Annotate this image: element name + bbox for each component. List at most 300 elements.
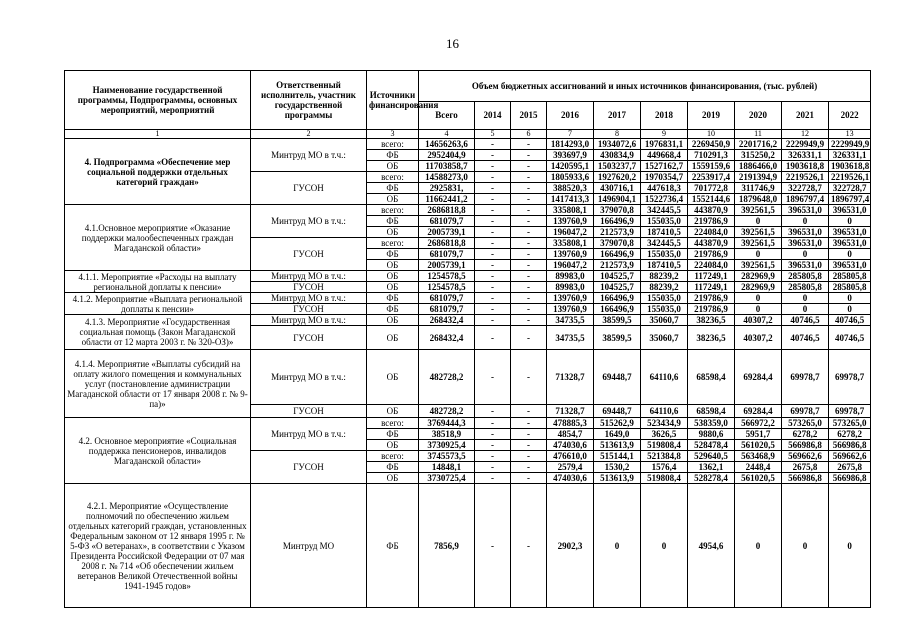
amount-cell: 6278,2 [782,429,829,440]
amount-cell: 0 [782,304,829,315]
program-name: 4.1.3. Мероприятие «Государственная социальная помощь (Закон Магаданской области от 12 марта 2003 г. № 320-ОЗ)» [65,315,251,350]
amount-cell: 3730925,4 [419,440,475,451]
amount-cell: 2686818,8 [419,205,475,216]
amount-cell: 0 [829,249,871,260]
responsible-executor: Минтруд МО в т.ч.: [251,139,367,172]
amount-cell: 476610,0 [547,451,594,462]
funding-source: ОБ [367,271,419,282]
amount-cell: 573265,0 [829,418,871,429]
year-header: 2016 [547,101,594,129]
amount-cell: 569662,6 [782,451,829,462]
amount-cell: 1805933,6 [547,172,594,183]
year-header: Всего [419,101,475,129]
amount-cell: - [511,238,547,249]
amount-cell: 38599,5 [594,326,641,350]
funding-source: ФБ [367,216,419,227]
amount-cell: - [475,172,511,183]
funding-source: ОБ [367,315,419,326]
amount-cell: 335808,1 [547,205,594,216]
amount-cell: 0 [782,484,829,608]
funding-source: всего: [367,418,419,429]
amount-cell: 430716,1 [594,183,641,194]
amount-cell: 0 [782,293,829,304]
amount-cell: 710291,3 [688,150,735,161]
amount-cell: 528478,4 [688,440,735,451]
amount-cell: - [475,194,511,205]
amount-cell: 513613,9 [594,440,641,451]
amount-cell: - [475,161,511,172]
amount-cell: - [511,194,547,205]
responsible-executor: Минтруд МО в т.ч.: [251,350,367,405]
amount-cell: 513613,9 [594,473,641,484]
amount-cell: 1522736,4 [641,194,688,205]
amount-cell: 1879648,0 [735,194,782,205]
amount-cell: 2925831, [419,183,475,194]
amount-cell: - [511,150,547,161]
amount-cell: 396531,0 [829,205,871,216]
year-header: 2015 [511,101,547,129]
amount-cell: 14656263,6 [419,139,475,150]
amount-cell: - [475,326,511,350]
amount-cell: 1970354,7 [641,172,688,183]
amount-cell: - [511,249,547,260]
amount-cell: 14588273,0 [419,172,475,183]
amount-cell: 681079,7 [419,293,475,304]
amount-cell: 430834,9 [594,150,641,161]
column-number: 8 [594,130,641,139]
amount-cell: - [475,473,511,484]
amount-cell: 7856,9 [419,484,475,608]
responsible-executor: Минтруд МО в т.ч.: [251,418,367,451]
amount-cell: 0 [829,304,871,315]
amount-cell: 326331,1 [829,150,871,161]
amount-cell: 566986,8 [782,440,829,451]
amount-cell: 196047,2 [547,227,594,238]
amount-cell: - [511,139,547,150]
responsible-executor: ГУСОН [251,304,367,315]
program-name: 4.1.2. Мероприятие «Выплата региональной доплаты к пенсии» [65,293,251,315]
amount-cell: 396531,0 [782,260,829,271]
amount-cell: 396531,0 [829,227,871,238]
amount-cell: - [511,473,547,484]
program-name: 4.1.4. Мероприятие «Выплаты субсидий на оплату жилого помещения и коммунальных услуг (постановление администрации Магаданской области от 17 января 2008 г. № 9-па)» [65,350,251,418]
amount-cell: - [475,440,511,451]
funding-source: всего: [367,139,419,150]
amount-cell: 443870,9 [688,238,735,249]
responsible-executor: ГУСОН [251,238,367,271]
amount-cell: 2675,8 [782,462,829,473]
funding-source: ОБ [367,194,419,205]
amount-cell: 681079,7 [419,304,475,315]
amount-cell: 40307,2 [735,326,782,350]
amount-cell: 0 [829,484,871,608]
amount-cell: 396531,0 [829,238,871,249]
column-number: 3 [367,130,419,139]
amount-cell: 392561,5 [735,238,782,249]
amount-cell: 528278,4 [688,473,735,484]
amount-cell: 69978,7 [782,405,829,418]
amount-cell: 523434,9 [641,418,688,429]
amount-cell: 447618,3 [641,183,688,194]
amount-cell: 474030,6 [547,440,594,451]
amount-cell: - [475,150,511,161]
column-number: 4 [419,130,475,139]
amount-cell: 1896797,4 [782,194,829,205]
amount-cell: 11703858,7 [419,161,475,172]
amount-cell: 187410,5 [641,227,688,238]
year-header: 2018 [641,101,688,129]
amount-cell: - [475,429,511,440]
amount-cell: 268432,4 [419,315,475,326]
amount-cell: 1903618,8 [829,161,871,172]
amount-cell: - [475,350,511,405]
amount-cell: - [511,429,547,440]
amount-cell: - [511,484,547,608]
funding-source: ОБ [367,350,419,405]
amount-cell: 139760,9 [547,216,594,227]
amount-cell: - [475,227,511,238]
amount-cell: 566986,8 [782,473,829,484]
responsible-executor: Минтруд МО [251,484,367,608]
amount-cell: - [511,350,547,405]
funding-source: ОБ [367,227,419,238]
amount-cell: - [475,315,511,326]
amount-cell: 566986,8 [829,440,871,451]
funding-source: ОБ [367,282,419,293]
amount-cell: 1552144,6 [688,194,735,205]
header-responsible: Ответственный исполнитель, участник государственной программы [251,71,367,130]
amount-cell: 104525,7 [594,282,641,293]
amount-cell: - [511,326,547,350]
amount-cell: 104525,7 [594,271,641,282]
amount-cell: - [475,451,511,462]
amount-cell: 396531,0 [829,260,871,271]
funding-source: ФБ [367,183,419,194]
amount-cell: 2219526,1 [829,172,871,183]
amount-cell: 224084,0 [688,227,735,238]
year-header: 2019 [688,101,735,129]
amount-cell: 396531,0 [782,238,829,249]
amount-cell: 443870,9 [688,205,735,216]
amount-cell: 521384,8 [641,451,688,462]
table-row [65,205,871,216]
amount-cell: 388520,3 [547,183,594,194]
amount-cell: 68598,4 [688,405,735,418]
amount-cell: 219786,9 [688,304,735,315]
amount-cell: 117249,1 [688,282,735,293]
funding-source: ОБ [367,260,419,271]
responsible-executor: ГУСОН [251,405,367,418]
amount-cell: 3730725,4 [419,473,475,484]
year-header: 2014 [475,101,511,129]
responsible-executor: Минтруд МО в т.ч.: [251,271,367,282]
amount-cell: 1576,4 [641,462,688,473]
amount-cell: 69284,4 [735,350,782,405]
amount-cell: 681079,7 [419,216,475,227]
amount-cell: - [475,183,511,194]
amount-cell: 166496,9 [594,293,641,304]
amount-cell: 519808,4 [641,440,688,451]
amount-cell: 342445,5 [641,205,688,216]
amount-cell: 0 [735,484,782,608]
amount-cell: 155035,0 [641,249,688,260]
amount-cell: - [475,418,511,429]
amount-cell: 322728,7 [829,183,871,194]
table-row [65,271,871,282]
amount-cell: 1362,1 [688,462,735,473]
amount-cell: - [511,183,547,194]
amount-cell: 519808,4 [641,473,688,484]
amount-cell: 2675,8 [829,462,871,473]
amount-cell: - [475,282,511,293]
amount-cell: 0 [735,249,782,260]
amount-cell: 0 [735,216,782,227]
table-row [65,139,871,150]
amount-cell: 2191394,9 [735,172,782,183]
amount-cell: 392561,5 [735,260,782,271]
amount-cell: 285805,8 [829,271,871,282]
amount-cell: 166496,9 [594,249,641,260]
amount-cell: 88239,2 [641,282,688,293]
amount-cell: 11662441,2 [419,194,475,205]
amount-cell: 285805,8 [782,271,829,282]
amount-cell: 393697,9 [547,150,594,161]
table-row [65,418,871,429]
column-number: 6 [511,130,547,139]
amount-cell: 2448,4 [735,462,782,473]
amount-cell: 396531,0 [782,205,829,216]
amount-cell: 561020,5 [735,473,782,484]
amount-cell: 2229949,9 [782,139,829,150]
amount-cell: 285805,8 [829,282,871,293]
amount-cell: 2219526,1 [782,172,829,183]
amount-cell: 0 [782,216,829,227]
responsible-executor: Минтруд МО в т.ч.: [251,315,367,326]
amount-cell: 342445,5 [641,238,688,249]
funding-source: ОБ [367,473,419,484]
amount-cell: 212573,9 [594,227,641,238]
amount-cell: 1927620,2 [594,172,641,183]
funding-source: ОБ [367,326,419,350]
amount-cell: - [475,462,511,473]
amount-cell: 563468,9 [735,451,782,462]
funding-source: ФБ [367,293,419,304]
amount-cell: - [475,260,511,271]
amount-cell: 2201716,2 [735,139,782,150]
funding-source: ФБ [367,304,419,315]
amount-cell: 1976831,1 [641,139,688,150]
amount-cell: 69978,7 [829,405,871,418]
amount-cell: 268432,4 [419,326,475,350]
amount-cell: 1934072,6 [594,139,641,150]
responsible-executor: ГУСОН [251,326,367,350]
amount-cell: 89983,0 [547,271,594,282]
amount-cell: - [511,462,547,473]
funding-source: ФБ [367,484,419,608]
amount-cell: 9880,6 [688,429,735,440]
amount-cell: - [475,249,511,260]
amount-cell: 38236,5 [688,315,735,326]
column-number: 2 [251,130,367,139]
amount-cell: - [475,405,511,418]
amount-cell: 6278,2 [829,429,871,440]
funding-source: ОБ [367,440,419,451]
amount-cell: - [511,172,547,183]
amount-cell: 71328,7 [547,350,594,405]
amount-cell: - [511,405,547,418]
amount-cell: 1420595,1 [547,161,594,172]
program-name: 4.2. Основное мероприятие «Социальная поддержка пенсионеров, инвалидов Магаданской области» [65,418,251,484]
column-number: 5 [475,130,511,139]
amount-cell: 561020,5 [735,440,782,451]
amount-cell: 69978,7 [829,350,871,405]
amount-cell: 1896797,4 [829,194,871,205]
amount-cell: 282969,9 [735,282,782,293]
funding-source: ОБ [367,161,419,172]
amount-cell: 40746,5 [782,315,829,326]
amount-cell: 2686818,8 [419,238,475,249]
amount-cell: 35060,7 [641,326,688,350]
amount-cell: 155035,0 [641,304,688,315]
amount-cell: 69448,7 [594,405,641,418]
amount-cell: - [511,418,547,429]
amount-cell: 449668,4 [641,150,688,161]
amount-cell: 69284,4 [735,405,782,418]
amount-cell: 35060,7 [641,315,688,326]
amount-cell: 474030,6 [547,473,594,484]
amount-cell: 5951,7 [735,429,782,440]
year-header: 2022 [829,101,871,129]
amount-cell: 573265,0 [782,418,829,429]
amount-cell: 392561,5 [735,205,782,216]
amount-cell: 2269450,9 [688,139,735,150]
column-number: 10 [688,130,735,139]
amount-cell: 14848,1 [419,462,475,473]
financing-table [64,70,871,608]
funding-source: ФБ [367,249,419,260]
amount-cell: 0 [735,304,782,315]
responsible-executor: ГУСОН [251,451,367,484]
amount-cell: 34735,5 [547,315,594,326]
amount-cell: 38518,9 [419,429,475,440]
amount-cell: 187410,5 [641,260,688,271]
amount-cell: 0 [829,216,871,227]
amount-cell: 166496,9 [594,304,641,315]
amount-cell: 2253917,4 [688,172,735,183]
amount-cell: - [475,205,511,216]
amount-cell: - [475,238,511,249]
amount-cell: 34735,5 [547,326,594,350]
amount-cell: 68598,4 [688,350,735,405]
responsible-executor: ГУСОН [251,282,367,293]
amount-cell: 515262,9 [594,418,641,429]
amount-cell: 396531,0 [782,227,829,238]
funding-source: ФБ [367,462,419,473]
amount-cell: 326331,1 [782,150,829,161]
amount-cell: 212573,9 [594,260,641,271]
amount-cell: - [511,271,547,282]
amount-cell: 71328,7 [547,405,594,418]
amount-cell: 0 [735,293,782,304]
amount-cell: 701772,8 [688,183,735,194]
amount-cell: - [511,260,547,271]
column-number: 7 [547,130,594,139]
amount-cell: 64110,6 [641,350,688,405]
amount-cell: 3626,5 [641,429,688,440]
table-row [65,315,871,326]
amount-cell: 139760,9 [547,293,594,304]
funding-source: всего: [367,205,419,216]
amount-cell: 40746,5 [829,326,871,350]
amount-cell: 219786,9 [688,293,735,304]
amount-cell: - [511,440,547,451]
amount-cell: - [511,227,547,238]
amount-cell: 1814293,0 [547,139,594,150]
amount-cell: 379070,8 [594,205,641,216]
table-row [65,350,871,405]
funding-source: всего: [367,451,419,462]
amount-cell: 0 [829,293,871,304]
program-name: 4. Подпрограмма «Обеспечение мер социальной поддержки отдельных категорий граждан» [65,139,251,205]
page-number: 16 [446,36,459,51]
amount-cell: 566972,2 [735,418,782,429]
table-row [65,293,871,304]
amount-cell: 3769444,3 [419,418,475,429]
amount-cell: 38236,5 [688,326,735,350]
year-header: 2017 [594,101,641,129]
amount-cell: 2902,3 [547,484,594,608]
funding-source: всего: [367,238,419,249]
amount-cell: - [511,451,547,462]
amount-cell: 139760,9 [547,249,594,260]
amount-cell: - [475,139,511,150]
amount-cell: 1527162,7 [641,161,688,172]
amount-cell: 1503237,7 [594,161,641,172]
amount-cell: 322728,7 [782,183,829,194]
amount-cell: 69978,7 [782,350,829,405]
amount-cell: 40746,5 [829,315,871,326]
column-number: 9 [641,130,688,139]
column-number: 13 [829,130,871,139]
amount-cell: 3745573,5 [419,451,475,462]
amount-cell: 155035,0 [641,293,688,304]
amount-cell: 335808,1 [547,238,594,249]
amount-cell: 224084,0 [688,260,735,271]
amount-cell: 4854,7 [547,429,594,440]
amount-cell: 482728,2 [419,405,475,418]
amount-cell: 569662,6 [829,451,871,462]
funding-source: ФБ [367,150,419,161]
amount-cell: - [475,293,511,304]
amount-cell: 311746,9 [735,183,782,194]
amount-cell: 379070,8 [594,238,641,249]
funding-source: всего: [367,172,419,183]
amount-cell: 2229949,9 [829,139,871,150]
funding-source: ФБ [367,429,419,440]
amount-cell: 40746,5 [782,326,829,350]
column-number: 1 [65,130,251,139]
amount-cell: - [511,315,547,326]
amount-cell: 166496,9 [594,216,641,227]
column-number: 11 [735,130,782,139]
amount-cell: 219786,9 [688,216,735,227]
amount-cell: 1530,2 [594,462,641,473]
amount-cell: - [475,216,511,227]
amount-cell: - [511,282,547,293]
amount-cell: 515144,1 [594,451,641,462]
amount-cell: 2579,4 [547,462,594,473]
amount-cell: 139760,9 [547,304,594,315]
